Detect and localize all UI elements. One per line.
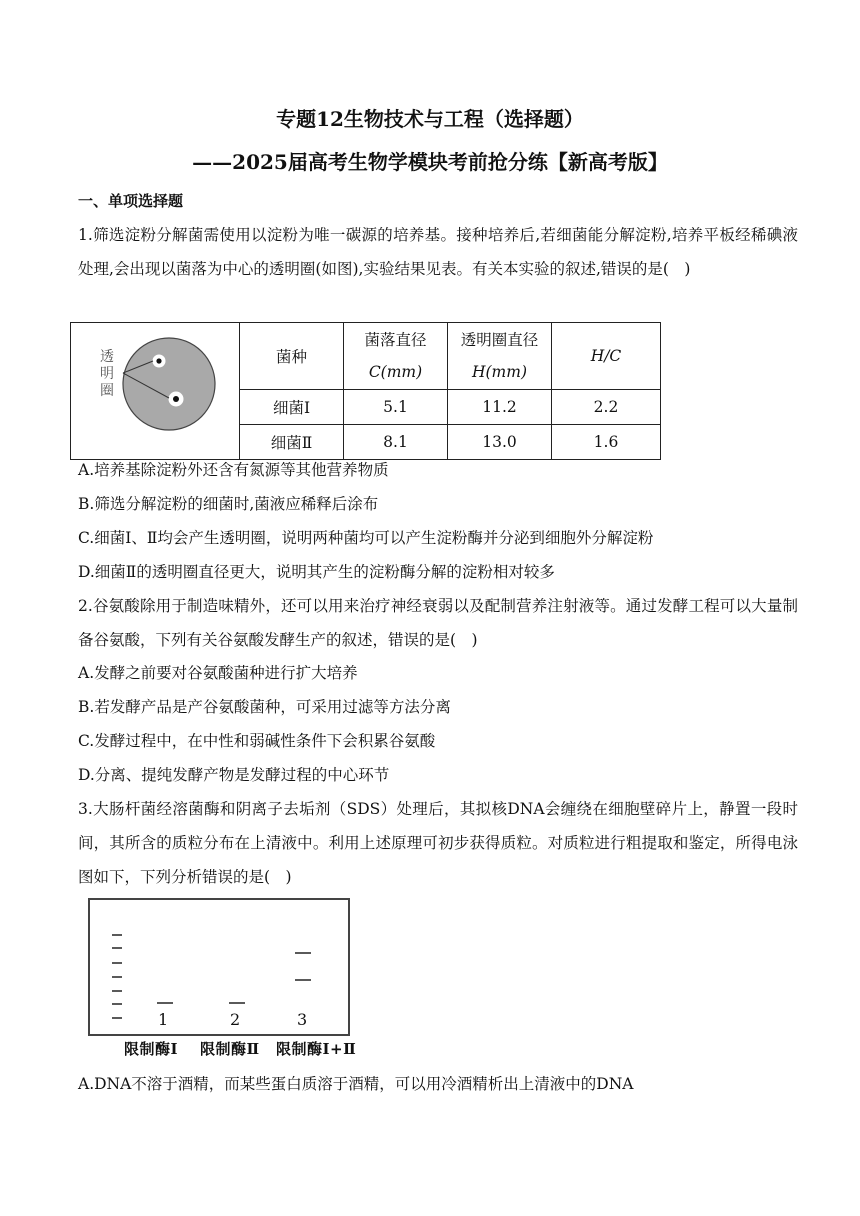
question-3-option-a: A.DNA不溶于酒精，而某些蛋白质溶于酒精，可以用冷酒精析出上清液中的DNA <box>78 1075 634 1093</box>
table-cell: 8.1 <box>344 425 448 460</box>
table-cell: 13.0 <box>448 425 552 460</box>
table-cell: 2.2 <box>552 390 661 425</box>
lane-label-3: 限制酶Ⅰ+Ⅱ <box>276 1040 357 1058</box>
question-2-option-b: B.若发酵产品是产谷氨酸菌种，可采用过滤等方法分离 <box>78 698 451 716</box>
table-cell: 1.6 <box>552 425 661 460</box>
table-cell: 细菌Ⅱ <box>240 425 344 460</box>
question-3-stem: 3.大肠杆菌经溶菌酶和阴离子去垢剂（SDS）处理后，其拟核DNA会缠绕在细胞壁碎片上，静置一段时间，其所含的质粒分布在上清液中。利用上述原理可初步获得质粒。对质粒进行粗提取和鉴定，所得电泳图如下，下列分析错误的是( ) <box>78 800 798 886</box>
header-text: 菌落直径 <box>364 331 427 350</box>
lane-number-2: 2 <box>230 1010 241 1029</box>
colony-1 <box>156 358 161 363</box>
section-heading: 一、单项选择题 <box>78 192 184 210</box>
gel-bands <box>90 900 348 1034</box>
question-2-option-a: A.发酵之前要对谷氨酸菌种进行扩大培养 <box>78 664 358 682</box>
question-2-option-d: D.分离、提纯发酵产物是发酵过程的中心环节 <box>78 766 390 784</box>
table-cell: 5.1 <box>344 390 448 425</box>
question-2-option-c: C.发酵过程中，在中性和弱碱性条件下会积累谷氨酸 <box>78 732 436 750</box>
question-1-table <box>70 322 661 460</box>
gel-electrophoresis-figure <box>88 898 350 1036</box>
page-title: 专题12生物技术与工程（选择题） <box>276 107 584 131</box>
header-text: H(mm) <box>471 363 527 382</box>
figure-label: 透明圈 <box>100 349 114 399</box>
table-header-ratio: H/C <box>552 323 661 390</box>
lane-number-1: 1 <box>158 1010 169 1029</box>
question-1-stem: 1.筛选淀粉分解菌需使用以淀粉为唯一碳源的培养基。接种培养后,若细菌能分解淀粉,培养平板经稀碘液处理,会出现以菌落为中心的透明圈(如图),实验结果见表。有关本实验的叙述,错误的是( ) <box>78 226 798 278</box>
header-text: C(mm) <box>368 363 423 382</box>
petri-dish-figure <box>71 323 240 460</box>
question-1-option-c: C.细菌Ⅰ、Ⅱ均会产生透明圈，说明两种菌均可以产生淀粉酶并分泌到细胞外分解淀粉 <box>78 529 654 547</box>
question-1-option-b: B.筛选分解淀粉的细菌时,菌液应稀释后涂布 <box>78 495 379 513</box>
table-header-halo-diameter <box>448 323 552 390</box>
table-cell: 11.2 <box>448 390 552 425</box>
table-header-colony-diameter <box>344 323 448 390</box>
lane-number-3: 3 <box>297 1010 308 1029</box>
question-1-option-d: D.细菌Ⅱ的透明圈直径更大，说明其产生的淀粉酶分解的淀粉相对较多 <box>78 563 555 581</box>
table-header-strain: 菌种 <box>240 323 344 390</box>
question-1-option-a: A.培养基除淀粉外还含有氮源等其他营养物质 <box>78 461 389 479</box>
colony-2 <box>173 396 179 402</box>
question-2-stem: 2.谷氨酸除用于制造味精外，还可以用来治疗神经衰弱以及配制营养注射液等。通过发酵工程可以大量制备谷氨酸，下列有关谷氨酸发酵生产的叙述，错误的是( ) <box>78 597 798 649</box>
petri-dish <box>123 338 215 430</box>
table-cell: 细菌Ⅰ <box>240 390 344 425</box>
lane-label-2: 限制酶Ⅱ <box>200 1040 260 1058</box>
petri-dish-diagram <box>71 323 239 455</box>
header-text: 透明圈直径 <box>460 331 539 350</box>
lane-label-1: 限制酶Ⅰ <box>124 1040 179 1058</box>
page-subtitle: ——2025届高考生物学模块考前抢分练【新高考版】 <box>192 150 668 174</box>
